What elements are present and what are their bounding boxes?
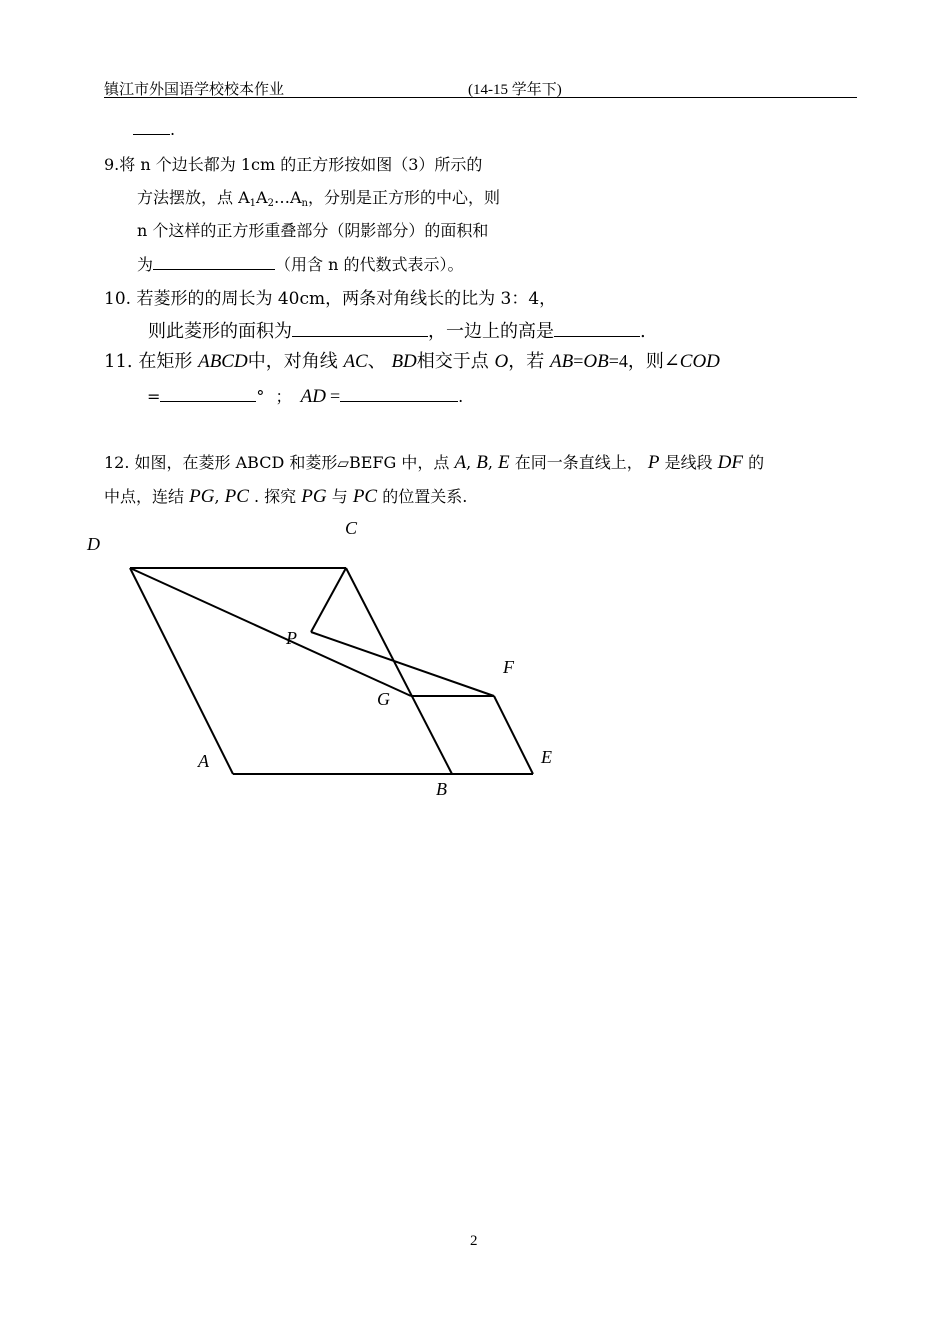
label-p: P bbox=[286, 628, 297, 648]
q8-answer-tail: . bbox=[133, 120, 175, 139]
parallelogram-icon: ▱ bbox=[337, 454, 349, 472]
page-number: 2 bbox=[470, 1233, 478, 1249]
q9-line3: n 个这样的正方形重叠部分（阴影部分）的面积和 bbox=[137, 221, 489, 240]
q9-line4: 为 （用含 n 的代数式表示）。 bbox=[137, 255, 464, 274]
q11-line2: = ° ； AD = . bbox=[147, 386, 464, 407]
q10-line2: 则此菱形的面积为 ，一边上的高是 . bbox=[148, 321, 646, 342]
label-b: B bbox=[436, 779, 447, 799]
school-header: 镇江市外国语学校校本作业 bbox=[104, 82, 285, 98]
q11-line1: 11. 在矩形 ABCD中，对角线 AC、 BD相交于点 O，若 AB=OB=4，则∠COD bbox=[104, 351, 720, 372]
segment-dg bbox=[130, 568, 411, 696]
q10-line1: 10. 若菱形的的周长为 40cm，两条对角线长的比为 3：4， bbox=[104, 289, 557, 309]
segment-da bbox=[130, 568, 233, 774]
label-g: G bbox=[377, 689, 390, 709]
label-d: D bbox=[87, 534, 100, 554]
term-header: (14-15 学年下) bbox=[468, 82, 562, 98]
q9-line1: 9.将 n 个边长都为 1cm 的正方形按如图（3）所示的 bbox=[104, 155, 483, 174]
q9-line2: 方法摆放，点 $A_1A_2\dots A_n$，分别是正方形的中心，则 bbox=[137, 188, 500, 209]
label-f: F bbox=[503, 657, 514, 677]
q12-line1: 12. 如图，在菱形 ABCD 和菱形▱BEFG 中，点 A, B, E 在同一条直线上， P 是线段 DF 的 bbox=[104, 452, 765, 473]
segment-cb bbox=[346, 568, 452, 774]
q12-line2: 中点，连结 PG, PC . 探究 PG 与 PC 的位置关系. bbox=[104, 486, 468, 507]
segment-pc bbox=[311, 568, 346, 632]
label-a: A bbox=[198, 751, 209, 771]
segment-fe bbox=[494, 696, 533, 774]
label-e: E bbox=[541, 747, 552, 767]
label-c: C bbox=[345, 518, 358, 538]
